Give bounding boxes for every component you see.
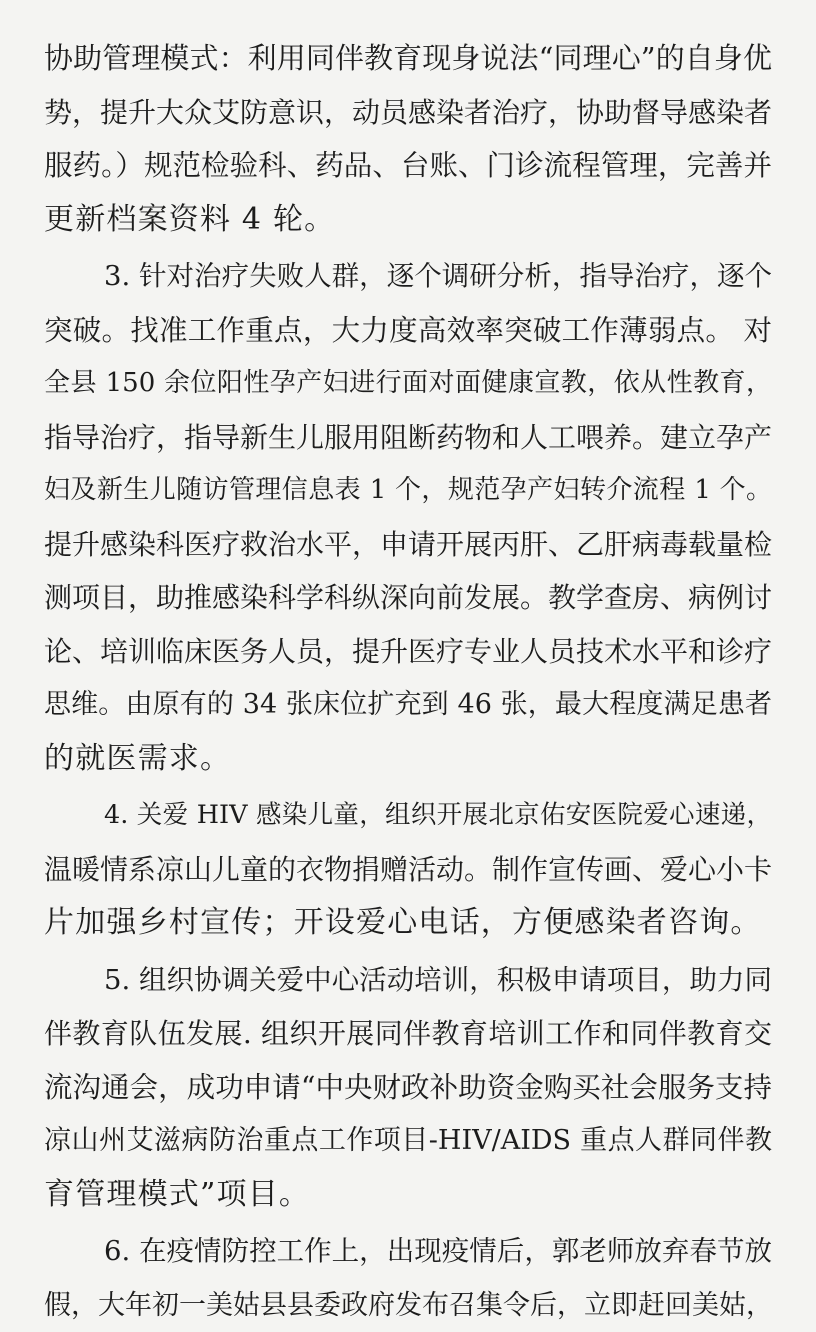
- paragraph: [44, 250, 772, 785]
- text-line: 流沟通会，成功申请“中央财政补助资金购买社会服务支持: [44, 1061, 772, 1115]
- text-line: 4. 关爱 HIV 感染儿童，组织开展北京佑安医院爱心速递，: [44, 789, 772, 843]
- paragraph: [44, 954, 772, 1222]
- text-line: 6. 在疫情防控工作上，出现疫情后，郭老师放弃春节放: [44, 1225, 772, 1279]
- text-line: 服药。）规范检验科、药品、台账、门诊流程管理，完善并: [44, 139, 772, 193]
- text-line: 温暖情系凉山儿童的衣物捐赠活动。制作宣传画、爱心小卡: [44, 843, 772, 897]
- text-line: 更新档案资料 4 轮。: [44, 193, 772, 247]
- paragraph: [44, 32, 772, 246]
- text-line: 测项目，助推感染科学科纵深向前发展。教学查房、病例讨: [44, 571, 772, 625]
- text-line: 片加强乡村宣传；开设爱心电话，方便感染者咨询。: [44, 896, 772, 950]
- text-line: 指导治疗，指导新生儿服用阻断药物和人工喂养。建立孕产: [44, 411, 772, 465]
- text-line: 妇及新生儿随访管理信息表 1 个，规范孕产妇转介流程 1 个。: [44, 464, 772, 518]
- document-body: [44, 32, 772, 1332]
- text-line: 论、培训临床医务人员，提升医疗专业人员技术水平和诊疗: [44, 625, 772, 679]
- text-line: 育管理模式”项目。: [44, 1168, 772, 1222]
- text-line: 势，提升大众艾防意识，动员感染者治疗，协助督导感染者: [44, 86, 772, 140]
- text-line: 思维。由原有的 34 张床位扩充到 46 张，最大程度满足患者: [44, 678, 772, 732]
- text-line: 全县 150 余位阳性孕产妇进行面对面健康宣教，依从性教育，: [44, 357, 772, 411]
- text-line: 协助管理模式：利用同伴教育现身说法“同理心”的自身优: [44, 32, 772, 86]
- paragraph: [44, 789, 772, 950]
- text-line: 5. 组织协调关爱中心活动培训，积极申请项目，助力同: [44, 954, 772, 1008]
- text-line: 假，大年初一美姑县县委政府发布召集令后，立即赶回美姑，: [44, 1279, 772, 1332]
- text-line: 的就医需求。: [44, 732, 772, 786]
- text-line: 突破。找准工作重点，大力度高效率突破工作薄弱点。 对: [44, 304, 772, 358]
- text-line: 3. 针对治疗失败人群，逐个调研分析，指导治疗，逐个: [44, 250, 772, 304]
- text-line: 凉山州艾滋病防治重点工作项目-HIV/AIDS 重点人群同伴教: [44, 1114, 772, 1168]
- text-line: 伴教育队伍发展. 组织开展同伴教育培训工作和同伴教育交: [44, 1007, 772, 1061]
- text-line: 提升感染科医疗救治水平，申请开展丙肝、乙肝病毒载量检: [44, 518, 772, 572]
- paragraph: [44, 1225, 772, 1332]
